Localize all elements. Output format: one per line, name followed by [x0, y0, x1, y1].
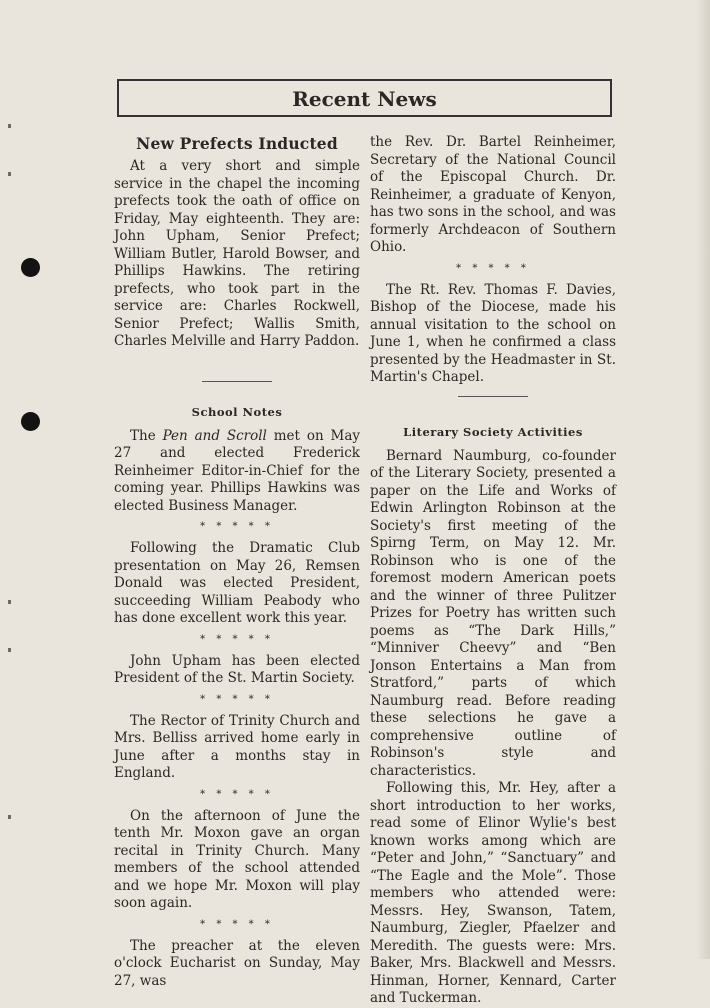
notes-paragraph-1	[114, 428, 360, 516]
prefects-heading: New Prefects Inducted	[136, 134, 338, 153]
bishop-paragraph: The Rt. Rev. Thomas F. Davies, Bishop of the Diocese, made his annual visitation to the school on June 1, when he confirmed a class presented by the Headmaster in St. Martin's Chapel.	[370, 281, 616, 385]
prefects-paragraph: At a very short and simple service in the chapel the incoming prefects took the oath of office on Friday, May eighteenth. They are: John Upham, Senior Prefect; William Butler, Harold Bowser, and Phillips Hawkins. The retiring prefects, who took part in the service are: Charles Rockwell, Senior Prefect; Wallis Smith, Charles Melville and Harry Paddon.	[114, 158, 360, 349]
literary-paragraph-2: Following this, Mr. Hey, after a short introduction to her works, read some of Elinor Wylie's best known works among which are “Peter and John,” “Sanctuary” and “The Eagle and the Mole”. Those members who attended were: Messrs. Hey, Swanson, Tatem, Naumburg, Ziegler, Pfaelzer and Meredith. The guests were: Mrs. Baker, Mrs. Blackwell and Messrs. Hinman, Horner, Kennard, Carter and Tuckerman.	[370, 780, 616, 1006]
page-header-box	[117, 79, 612, 117]
school-notes-heading: School Notes	[191, 404, 283, 419]
margin-mark	[8, 815, 11, 819]
left-column	[114, 134, 360, 990]
page-title: Recent News	[292, 87, 437, 111]
binder-hole-bottom	[21, 412, 40, 431]
page-edge-shadow	[696, 0, 710, 959]
margin-mark	[8, 172, 11, 176]
notes-p1-rest: met on May 27 and elected Frederick Reinheimer Editor-in-Chief for the coming year. Phillips Hawkins was elected Business Manager.	[114, 427, 361, 514]
continued-paragraph: the Rev. Dr. Bartel Reinheimer, Secretary of the National Council of the Episcopal Church. Dr. Reinheimer, a graduate of Kenyon, has two sons in the school, and was formerly Archdeacon of Southern Ohio.	[370, 134, 616, 255]
star-separator: * * * * *	[200, 633, 274, 645]
notes-paragraph-2: Following the Dramatic Club presentation on May 26, Remsen Donald was elected President, succeeding William Peabody who has done excellent work this year.	[114, 540, 360, 626]
notes-paragraph-6: The preacher at the eleven o'clock Eucharist on Sunday, May 27, was	[114, 937, 360, 989]
notes-paragraph-4: The Rector of Trinity Church and Mrs. Belliss arrived home early in June after a months stay in England.	[114, 712, 360, 781]
notes-paragraph-5: On the afternoon of June the tenth Mr. Moxon gave an organ recital in Trinity Church. Many members of the school attended and we hope Mr. Moxon will play soon again.	[114, 807, 360, 911]
star-separator: * * * * *	[200, 918, 274, 930]
binder-hole-top	[21, 258, 40, 277]
publication-name: Pen and Scroll	[162, 427, 267, 444]
section-divider	[458, 396, 528, 397]
notes-paragraph-3: John Upham has been elected President of the St. Martin Society.	[114, 652, 360, 686]
right-column	[370, 134, 616, 1008]
margin-mark	[8, 648, 11, 652]
notes-p1-prefix: The	[130, 427, 163, 444]
literary-society-heading: Literary Society Activities	[403, 424, 583, 439]
star-separator: * * * * *	[200, 788, 274, 800]
star-separator: * * * * *	[200, 693, 274, 705]
margin-mark	[8, 124, 11, 128]
literary-paragraph-1: Bernard Naumburg, co-founder of the Literary Society, presented a paper on the Life and Works of Edwin Arlington Robinson at the Society's first meeting of the Spirng Term, on May 12. Mr. Robinson who is one of the foremost modern American poets and the winner of three Pulitzer Prizes for Poetry has written such poems as “The Dark Hills,” “Minniver Cheevy” and “Ben Jonson Entertains a Man from Stratford,” parts of which Naumburg read. Before reading these selections he gave a comprehensive outline of Robinson's style and characteristics.	[370, 447, 616, 779]
star-separator: * * * * *	[200, 521, 274, 532]
star-separator: * * * * *	[456, 262, 530, 274]
margin-mark	[8, 600, 11, 604]
section-divider	[202, 381, 272, 382]
